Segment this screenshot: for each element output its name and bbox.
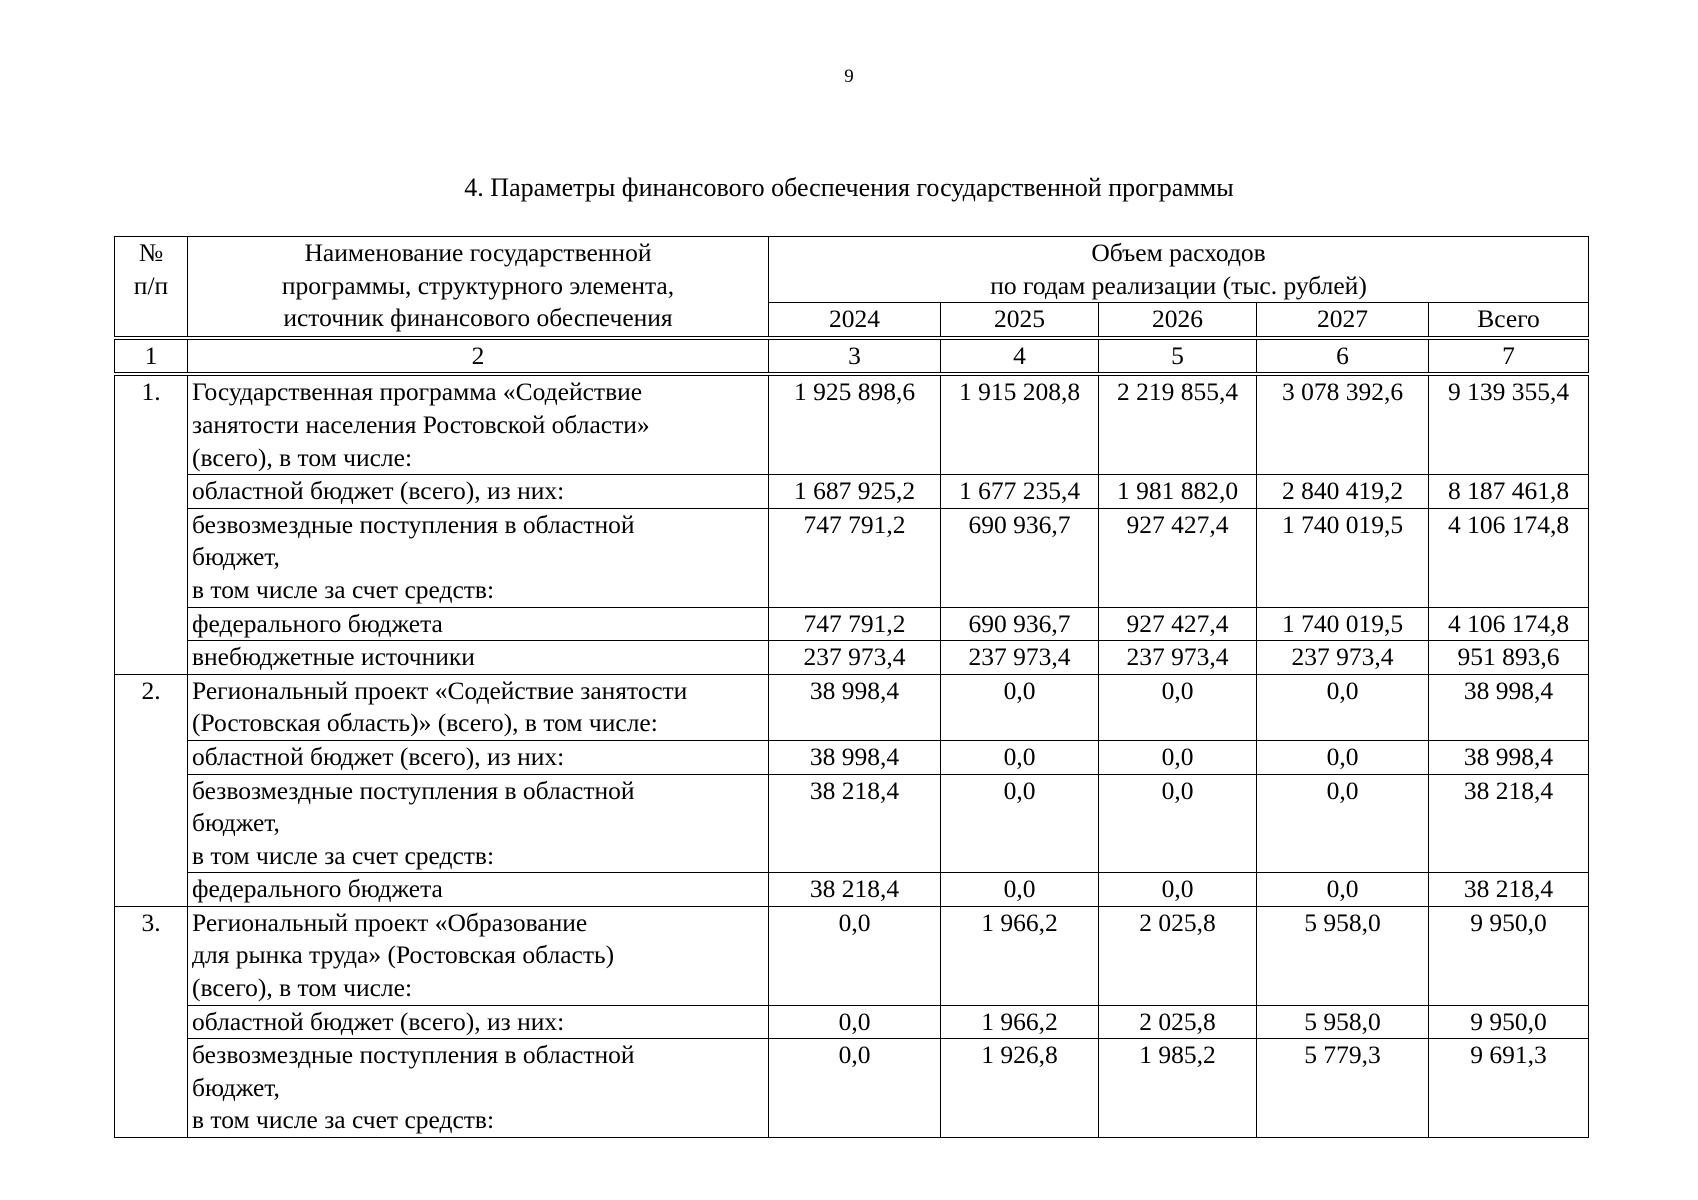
row-name-cell (188, 906, 769, 1005)
row-name-cell (188, 475, 769, 509)
row-value-cell: 2 025,8 (1099, 1005, 1257, 1039)
row-value-cell: 0,0 (769, 1005, 941, 1039)
row-value-cell: 2 219 855,4 (1099, 374, 1257, 474)
row-value-cell: 5 958,0 (1257, 1005, 1429, 1039)
row-total-cell: 38 998,4 (1429, 740, 1589, 774)
header-name-line-2: программы, структурного элемента, (281, 270, 675, 300)
row-name-cell (188, 374, 769, 474)
row-name-line: для рынка труда» (Ростовская область) (192, 940, 615, 970)
table-body (115, 237, 1589, 1138)
header-name-line-1: Наименование государственной (304, 238, 652, 267)
table-row (115, 906, 1589, 1005)
column-number: 7 (1429, 338, 1589, 375)
row-value-cell: 1 925 898,6 (769, 374, 941, 474)
row-value-cell: 0,0 (1099, 873, 1257, 907)
table-row (115, 475, 1589, 509)
row-value-cell: 0,0 (1257, 873, 1429, 907)
row-value-cell: 5 779,3 (1257, 1039, 1429, 1138)
row-name-line: Региональный проект «Содействие занятости (192, 675, 688, 705)
table-row (115, 873, 1589, 907)
row-value-cell: 0,0 (1099, 674, 1257, 740)
row-index-cell: 1. (115, 374, 188, 674)
row-value-cell: 1 740 019,5 (1257, 508, 1429, 607)
row-name-cell (188, 641, 769, 675)
header-year-2025: 2025 (941, 303, 1099, 338)
row-value-cell: 690 936,7 (941, 508, 1099, 607)
row-value-cell: 690 936,7 (941, 607, 1099, 641)
row-name-line: безвозмездные поступления в областной (192, 1040, 635, 1070)
row-value-cell: 0,0 (1099, 774, 1257, 873)
page-number: 9 (844, 66, 854, 87)
row-total-cell: 38 218,4 (1429, 774, 1589, 873)
row-name-line: в том числе за счет средств: (192, 1105, 495, 1135)
row-value-cell: 1 740 019,5 (1257, 607, 1429, 641)
row-name-line: безвозмездные поступления в областной (192, 509, 635, 539)
row-value-cell: 927 427,4 (1099, 607, 1257, 641)
row-value-cell: 5 958,0 (1257, 906, 1429, 1005)
row-name-cell (188, 1005, 769, 1039)
table-row (115, 1005, 1589, 1039)
header-year-2026: 2026 (1099, 303, 1257, 338)
row-value-cell: 0,0 (1257, 740, 1429, 774)
row-name-cell (188, 873, 769, 907)
row-value-cell: 0,0 (1257, 674, 1429, 740)
header-volume-line-2: по годам реализации (тыс. рублей) (990, 270, 1367, 300)
table-row (115, 1039, 1589, 1138)
section-title: 4. Параметры финансового обеспечения государственной программы (464, 173, 1234, 202)
row-value-cell: 38 998,4 (769, 740, 941, 774)
row-value-cell: 38 218,4 (769, 774, 941, 873)
row-name-line: областной бюджет (всего), из них: (192, 476, 565, 506)
row-name-line: бюджет, (192, 808, 280, 838)
column-number: 2 (188, 338, 769, 375)
row-value-cell: 0,0 (941, 774, 1099, 873)
row-value-cell: 237 973,4 (941, 641, 1099, 675)
row-value-cell: 237 973,4 (769, 641, 941, 675)
row-value-cell: 1 915 208,8 (941, 374, 1099, 474)
row-value-cell: 1 926,8 (941, 1039, 1099, 1138)
row-value-cell: 2 025,8 (1099, 906, 1257, 1005)
header-name-line-3: источник финансового обеспечения (283, 303, 673, 333)
header-volume-cell (769, 237, 1589, 303)
header-no-line-2: п/п (133, 270, 169, 300)
column-number: 1 (115, 338, 188, 375)
column-number: 4 (941, 338, 1099, 375)
row-total-cell: 38 998,4 (1429, 674, 1589, 740)
row-value-cell: 237 973,4 (1257, 641, 1429, 675)
row-name-line: внебюджетные источники (192, 642, 475, 672)
column-number-row (115, 338, 1589, 375)
header-row-top (115, 237, 1589, 303)
row-value-cell: 38 218,4 (769, 873, 941, 907)
row-total-cell: 4 106 174,8 (1429, 607, 1589, 641)
row-name-cell (188, 674, 769, 740)
row-name-cell (188, 607, 769, 641)
row-total-cell: 951 893,6 (1429, 641, 1589, 675)
row-total-cell: 9 139 355,4 (1429, 374, 1589, 474)
column-number: 6 (1257, 338, 1429, 375)
row-value-cell: 1 966,2 (941, 1005, 1099, 1039)
header-year-2024: 2024 (769, 303, 941, 338)
row-index-cell: 3. (115, 906, 188, 1137)
row-value-cell: 0,0 (1099, 740, 1257, 774)
row-value-cell: 747 791,2 (769, 508, 941, 607)
row-value-cell: 1 985,2 (1099, 1039, 1257, 1138)
row-name-cell (188, 1039, 769, 1138)
row-value-cell: 3 078 392,6 (1257, 374, 1429, 474)
table-row (115, 641, 1589, 675)
financing-table (114, 236, 1589, 1138)
row-total-cell: 9 950,0 (1429, 906, 1589, 1005)
row-value-cell: 0,0 (769, 1039, 941, 1138)
header-no-cell (115, 237, 188, 338)
row-value-cell: 927 427,4 (1099, 508, 1257, 607)
row-name-line: в том числе за счет средств: (192, 574, 495, 604)
table-row (115, 607, 1589, 641)
row-name-line: в том числе за счет средств: (192, 840, 495, 870)
row-name-line: бюджет, (192, 542, 280, 572)
header-total: Всего (1429, 303, 1589, 338)
row-name-line: бюджет, (192, 1072, 280, 1102)
row-name-line: федерального бюджета (192, 608, 443, 638)
table-row (115, 374, 1589, 474)
row-name-cell (188, 740, 769, 774)
column-number: 5 (1099, 338, 1257, 375)
table-row (115, 508, 1589, 607)
row-value-cell: 237 973,4 (1099, 641, 1257, 675)
row-value-cell: 747 791,2 (769, 607, 941, 641)
row-name-line: занятости населения Ростовской области» (192, 409, 650, 439)
row-value-cell: 0,0 (941, 740, 1099, 774)
row-name-cell (188, 508, 769, 607)
row-name-line: (всего), в том числе: (192, 973, 413, 1003)
row-value-cell: 38 998,4 (769, 674, 941, 740)
row-name-cell (188, 774, 769, 873)
row-name-line: Региональный проект «Образование (192, 907, 588, 937)
row-total-cell: 9 691,3 (1429, 1039, 1589, 1138)
row-name-line: (Ростовская область)» (всего), в том числе: (192, 708, 658, 738)
row-name-line: областной бюджет (всего), из них: (192, 1006, 565, 1036)
header-year-2027: 2027 (1257, 303, 1429, 338)
table-row (115, 674, 1589, 740)
row-value-cell: 1 981 882,0 (1099, 475, 1257, 509)
row-name-line: безвозмездные поступления в областной (192, 775, 635, 805)
row-name-line: областной бюджет (всего), из них: (192, 741, 565, 771)
row-value-cell: 0,0 (941, 873, 1099, 907)
row-value-cell: 0,0 (941, 674, 1099, 740)
row-name-line: федерального бюджета (192, 874, 443, 904)
row-value-cell: 0,0 (1257, 774, 1429, 873)
row-value-cell: 1 687 925,2 (769, 475, 941, 509)
table-row (115, 774, 1589, 873)
row-value-cell: 2 840 419,2 (1257, 475, 1429, 509)
row-name-line: (всего), в том числе: (192, 442, 413, 472)
header-no-line-1: № (138, 238, 164, 267)
row-name-line: Государственная программа «Содействие (192, 377, 643, 407)
row-value-cell: 0,0 (769, 906, 941, 1005)
header-name-cell (188, 237, 769, 338)
column-number: 3 (769, 338, 941, 375)
row-index-cell: 2. (115, 674, 188, 906)
row-total-cell: 38 218,4 (1429, 873, 1589, 907)
header-volume-line-1: Объем расходов (1091, 238, 1266, 267)
row-total-cell: 8 187 461,8 (1429, 475, 1589, 509)
row-total-cell: 4 106 174,8 (1429, 508, 1589, 607)
table-row (115, 740, 1589, 774)
row-value-cell: 1 677 235,4 (941, 475, 1099, 509)
row-value-cell: 1 966,2 (941, 906, 1099, 1005)
row-total-cell: 9 950,0 (1429, 1005, 1589, 1039)
